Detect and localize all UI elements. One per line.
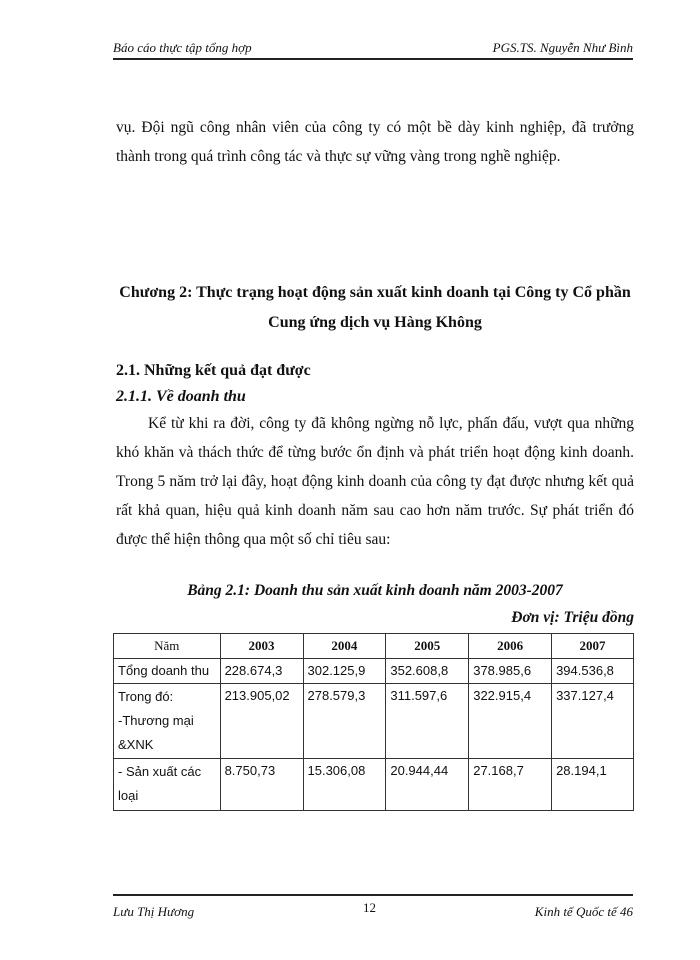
page-number: 12 bbox=[363, 900, 376, 915]
footer-author: Lưu Thị Hương bbox=[113, 904, 195, 919]
table-cell: 378.985,6 bbox=[469, 659, 552, 684]
table-cell: 8.750,73 bbox=[220, 759, 303, 811]
revenue-table bbox=[113, 633, 634, 811]
row-label-line: - Sản xuất các bbox=[118, 764, 202, 779]
intro-block bbox=[116, 113, 634, 171]
table-row bbox=[114, 684, 634, 759]
table-cell: 337.127,4 bbox=[552, 684, 634, 759]
page-header bbox=[113, 40, 633, 60]
footer-class: Kinh tế Quốc tế 46 bbox=[534, 904, 633, 919]
chapter-title: Chương 2: Thực trạng hoạt động sản xuất kinh doanh tại Công ty Cổ phần Cung ứng dịch vụ Hàng Không bbox=[119, 284, 631, 331]
row-label-line: loại bbox=[118, 788, 139, 803]
body-paragraph-block bbox=[116, 409, 634, 554]
section-title: 2.1. Những kết quả đạt được bbox=[116, 362, 311, 379]
row-label-line: &XNK bbox=[118, 737, 154, 752]
table-header-cell: 2004 bbox=[303, 634, 386, 659]
row-label-line: -Thương mại bbox=[118, 713, 194, 728]
row-label-line: Trong đó: bbox=[118, 689, 174, 704]
subsection-title: 2.1.1. Về doanh thu bbox=[116, 388, 246, 405]
table-cell: 20.944,44 bbox=[386, 759, 469, 811]
table-row bbox=[114, 759, 634, 811]
table-row bbox=[114, 659, 634, 684]
intro-paragraph: vụ. Đội ngũ công nhân viên của công ty có một bề dày kinh nghiệp, đã trưởng thành trong quá trình công tác và thực sự vững vàng trong nghề nghiệp. bbox=[116, 119, 634, 165]
table-header-cell: 2007 bbox=[552, 634, 634, 659]
table-cell: 394.536,8 bbox=[552, 659, 634, 684]
table-cell: 15.306,08 bbox=[303, 759, 386, 811]
table-cell: 311.597,6 bbox=[386, 684, 469, 759]
table-cell: 27.168,7 bbox=[469, 759, 552, 811]
header-report-title: Báo cáo thực tập tổng hợp bbox=[113, 40, 252, 55]
row-label bbox=[114, 759, 221, 811]
body-paragraph: Kể từ khi ra đời, công ty đã không ngừng nỗ lực, phấn đấu, vượt qua những khó khăn và thách thức để từng bước ổn định và phát triển hoạt động kinh doanh. Trong 5 năm trở lại đây, hoạt động kinh doanh của công ty đạt được nhưng kết quả rất khả quan, hiệu quả kinh doanh năm sau cao hơn năm trước. Sự phát triển đó được thể hiện thông qua một số chỉ tiêu sau: bbox=[116, 415, 634, 548]
table-cell: 213.905,02 bbox=[220, 684, 303, 759]
table-cell: 322.915,4 bbox=[469, 684, 552, 759]
table-cell: 278.579,3 bbox=[303, 684, 386, 759]
table-header-cell: Năm bbox=[114, 634, 221, 659]
table-unit: Đơn vị: Triệu đồng bbox=[511, 609, 634, 626]
table-header-cell: 2005 bbox=[386, 634, 469, 659]
table-cell: 302.125,9 bbox=[303, 659, 386, 684]
table-header-cell: 2006 bbox=[469, 634, 552, 659]
header-supervisor: PGS.TS. Nguyễn Như Bình bbox=[492, 40, 633, 55]
table-header-cell: 2003 bbox=[220, 634, 303, 659]
table-header-row bbox=[114, 634, 634, 659]
table-cell: 228.674,3 bbox=[220, 659, 303, 684]
row-label: Tổng doanh thu bbox=[114, 659, 221, 684]
table-cell: 28.194,1 bbox=[552, 759, 634, 811]
page-footer bbox=[113, 894, 633, 918]
row-label bbox=[114, 684, 221, 759]
table-cell: 352.608,8 bbox=[386, 659, 469, 684]
table-caption: Bảng 2.1: Doanh thu sản xuất kinh doanh năm 2003-2007 bbox=[187, 582, 563, 599]
